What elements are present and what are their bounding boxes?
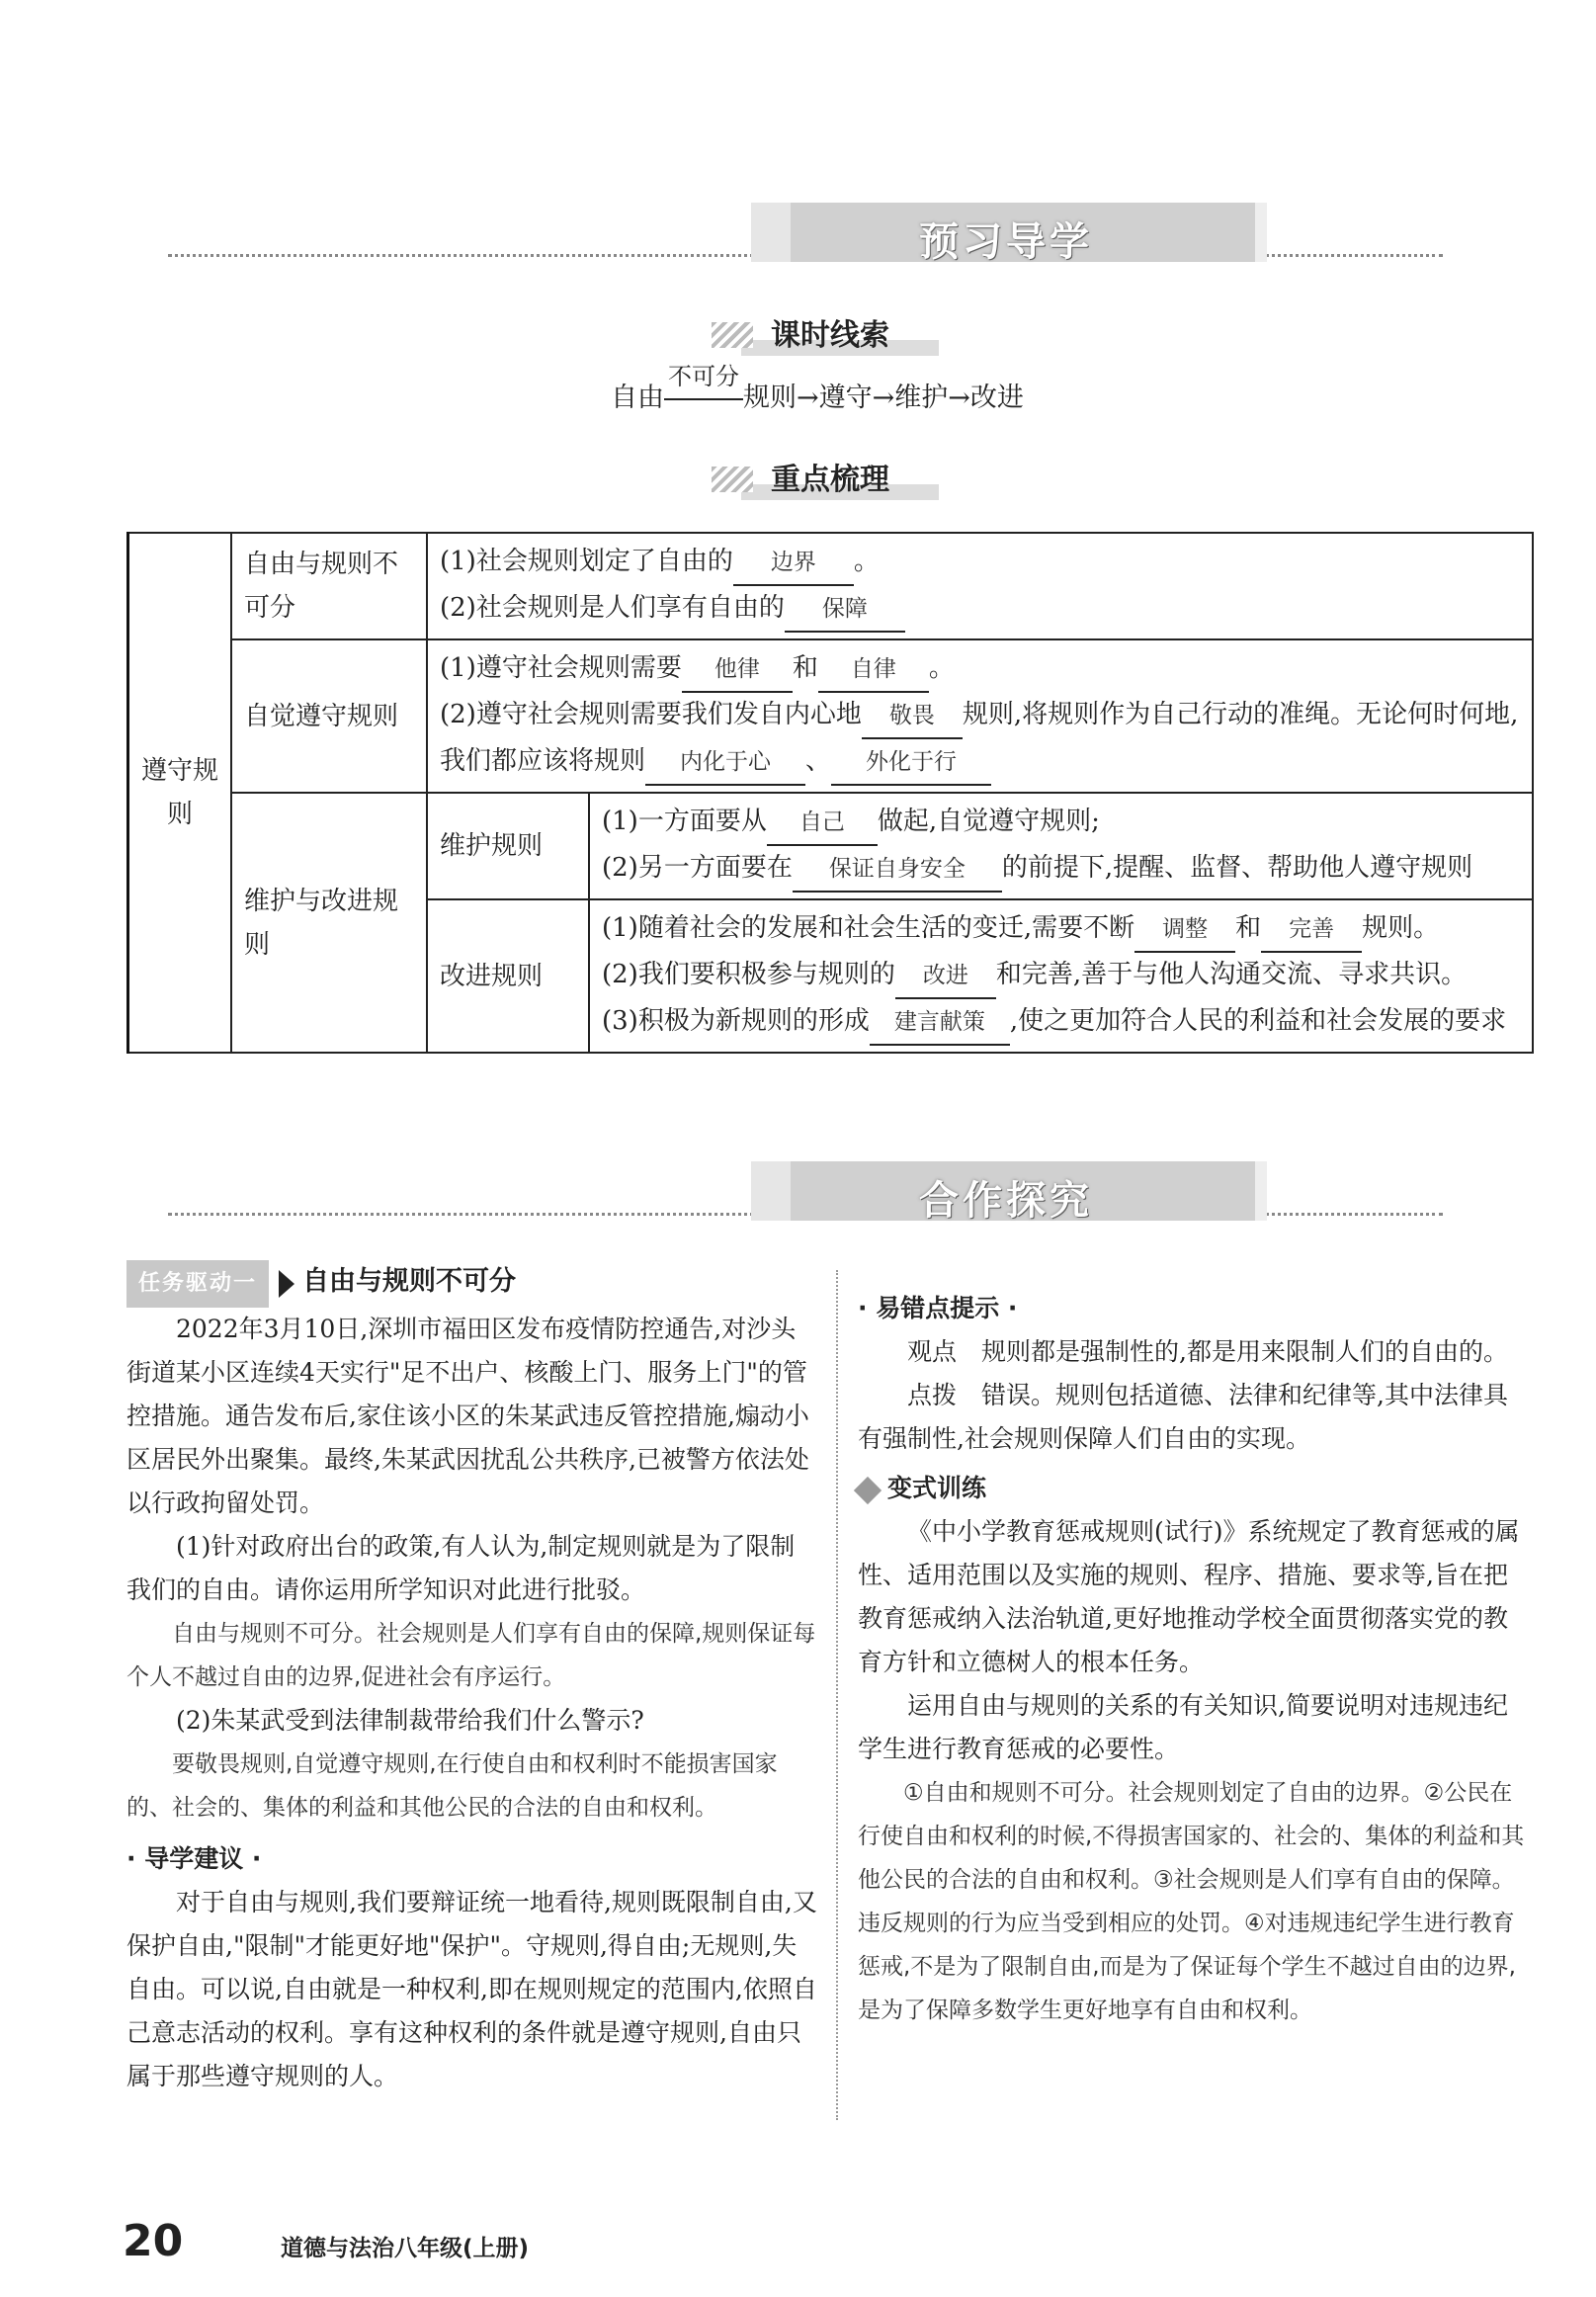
task-label: 任务驱动一 (126, 1260, 269, 1308)
table-main-category: 遵守规则 (128, 533, 232, 1053)
diamond-icon (854, 1476, 882, 1503)
answer-2: 要敬畏规则,自觉遵守规则,在行使自由和权利时不能损害国家的、社会的、集体的利益和其他公民的合法的自由和权利。 (126, 1751, 778, 1821)
section-banner-coop (168, 1161, 1443, 1240)
answer-blank: 他律 (682, 647, 793, 693)
answer-blank: 调整 (1134, 907, 1235, 953)
answer-blank: 保障 (785, 587, 905, 633)
row3a-content: (1)一方面要从 自己 做起,自觉遵守规则; (2)另一方面要在 保证自身安全 的前提下,提醒、监督、帮助他人遵守规则 (589, 793, 1533, 899)
flow-over-label: 不可分 (668, 363, 739, 390)
case-text: 2022年3月10日,深圳市福田区发布疫情防控通告,对沙头街道某小区连续4天实行"足不出户、核酸上门、服务上门"的管控措施。通告发布后,家住该小区的朱某武违反管控措施,煽动小区居民外出聚集。最终,朱某武因扰乱公共秩序,已被警方依法处以行政拘留处罚。 (126, 1315, 809, 1517)
subheading-key-points: 重点梳理 (712, 459, 949, 502)
answer-blank: 保证自身安全 (793, 847, 1002, 893)
left-column (126, 1260, 818, 2098)
answer-blank: 敬畏 (862, 694, 963, 739)
answer-blank: 自律 (818, 647, 929, 693)
section-title: 预习导学 (919, 219, 1093, 265)
flow-end: 规则→遵守→维护→改进 (743, 383, 1024, 413)
question-1: (1)针对政府出台的政策,有人认为,制定规则就是为了限制我们的自由。请你运用所学知识对此进行批驳。 (126, 1532, 796, 1604)
guide-text: 对于自由与规则,我们要辩证统一地看待,规则既限制自由,又保护自由,"限制"才能更好地"保护"。守规则,得自由;无规则,失自由。可以说,自由就是一种权利,即在规则规定的范围内,依照自己意志活动的权利。享有这种权利的条件就是遵守规则,自由只属于那些遵守规则的人。 (126, 1888, 817, 2090)
flow-start: 自由 (611, 383, 664, 413)
row1-content: (1)社会规则划定了自由的 边界 。 (2)社会规则是人们享有自由的 保障 (427, 533, 1533, 639)
answer-blank: 完善 (1261, 907, 1362, 953)
key-points-table (126, 532, 1534, 1054)
training-answer: ①自由和规则不可分。社会规则划定了自由的边界。②公民在行使自由和权利的时候,不得损害国家的、社会的、集体的利益和其他公民的合法的自由和权利。③社会规则是人们享有自由的保障。违反规则的行为应当受到相应的处罚。④对违规违纪学生进行教育惩戒,不是为了限制自由,而是为了保证每个学生不越过自由的边界,是为了保障多数学生更好地享有自由和权利。 (858, 1780, 1525, 2023)
subheading-clues: 课时线索 (712, 314, 949, 358)
column-divider (836, 1270, 838, 2120)
book-title: 道德与法治八年级(上册) (281, 2236, 530, 2261)
mistake-heading: · 易错点提示 · (858, 1294, 1018, 1322)
arrow-icon (279, 1270, 294, 1298)
comment: 点拨 错误。规则包括道德、法律和纪律等,其中法律具有强制性,社会规则保障人们自由的实现。 (858, 1381, 1508, 1453)
answer-blank: 建言献策 (870, 1000, 1010, 1046)
answer-blank: 外化于行 (831, 740, 991, 786)
row3b-subcategory: 改进规则 (427, 899, 589, 1053)
answer-blank: 边界 (733, 541, 854, 586)
row3a-subcategory: 维护规则 (427, 793, 589, 899)
task-title: 自由与规则不可分 (302, 1266, 517, 1297)
lesson-flow (611, 363, 1024, 414)
viewpoint: 观点 规则都是强制性的,都是用来限制人们的自由的。 (907, 1337, 1508, 1366)
answer-blank: 内化于心 (645, 740, 805, 786)
row3-category: 维护与改进规则 (231, 793, 427, 1053)
training-heading: 变式训练 (887, 1474, 987, 1502)
answer-blank: 自己 (767, 801, 878, 846)
flow-connector (664, 363, 743, 413)
section-title: 合作探究 (919, 1178, 1093, 1224)
section-banner-preview (168, 203, 1443, 282)
row3b-content: (1)随着社会的发展和社会生活的变迁,需要不断 调整 和 完善 规则。 (2)我们要积极参与规则的 改进 和完善,善于与他人沟通交流、寻求共识。 (3)积极为新规则的形成 建言献策 ,使之更加符合人民的利益和社会发展的要求 (589, 899, 1533, 1053)
page-number: 20 (123, 2216, 184, 2266)
right-column (858, 1287, 1530, 2032)
question-2: (2)朱某武受到法律制裁带给我们什么警示? (176, 1706, 644, 1735)
training-question: 《中小学教育惩戒规则(试行)》系统规定了教育惩戒的属性、适用范围以及实施的规则、程序、措施、要求等,旨在把教育惩戒纳入法治轨道,更好地推动学校全面贯彻落实党的教育方针和立德树人的根本任务。 (858, 1517, 1520, 1676)
guide-heading: · 导学建议 · (126, 1844, 262, 1873)
answer-blank: 改进 (895, 954, 996, 999)
row2-category: 自觉遵守规则 (231, 639, 427, 793)
answer-1: 自由与规则不可分。社会规则是人们享有自由的保障,规则保证每个人不越过自由的边界,促进社会有序运行。 (126, 1621, 816, 1690)
row2-content: (1)遵守社会规则需要 他律 和 自律 。 (2)遵守社会规则需要我们发自内心地 敬畏 规则,将规则作为自己行动的准绳。无论何时何地,我们都应该将规则 内化于心 、 外化于行 (427, 639, 1533, 793)
training-ask: 运用自由与规则的关系的有关知识,简要说明对违规违纪学生进行教育惩戒的必要性。 (858, 1691, 1508, 1763)
row1-category: 自由与规则不可分 (231, 533, 427, 639)
